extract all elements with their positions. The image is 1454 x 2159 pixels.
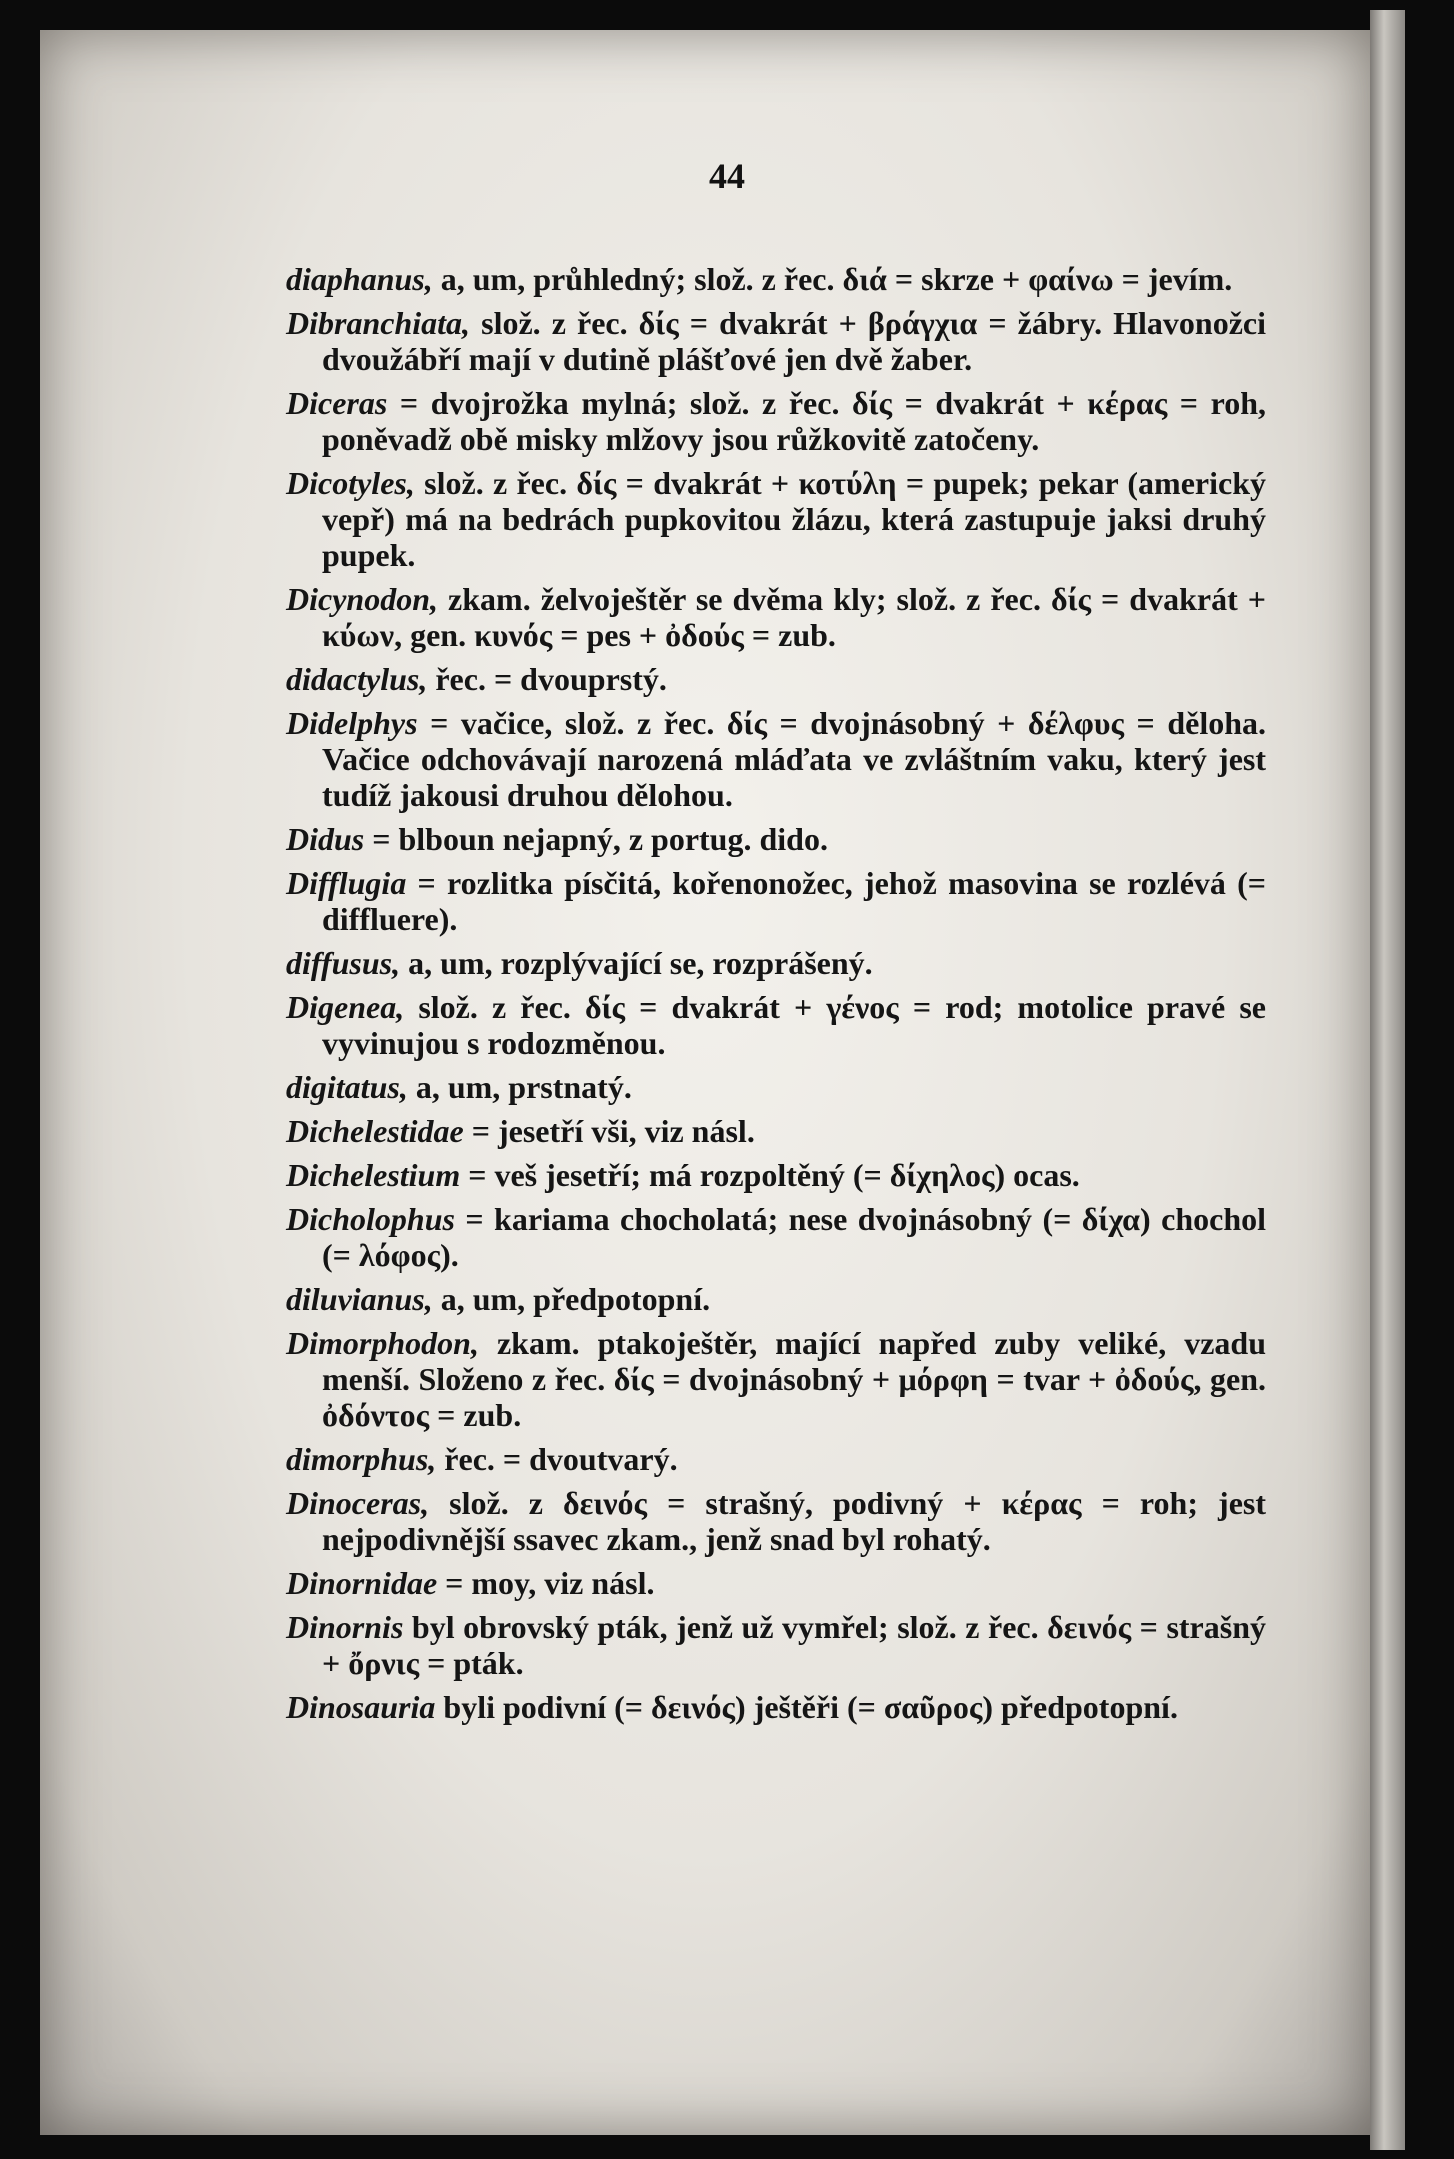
definition: = blboun nejapný, z portug. dido. [372,821,828,857]
headword: Digenea, [286,989,405,1025]
entry-digitatus [286,1069,1266,1105]
entry-dicotyles [286,465,1266,573]
entry-dicynodon [286,581,1266,653]
entry-dimorphodon [286,1325,1266,1433]
definition: = kariama chocholatá; nese dvojnásobný (= δίχα) chochol (= λόφος). [322,1201,1267,1273]
headword: digitatus, [286,1069,408,1105]
entry-diffusus [286,945,1266,981]
headword: Dinoceras, [286,1485,430,1521]
definition: slož. z řec. δίς = dvakrát + βράγχια = žábry. Hlavonožci dvoužábří mají v dutině plášťové jen dvě žaber. [322,305,1267,377]
definition: byli podivní (= δεινός) ještěři (= σαῦρος) předpotopní. [443,1689,1178,1725]
definition: slož. z δεινός = strašný, podivný + κέρας = roh; jest nejpodivnější ssavec zkam., jenž snad byl rohatý. [322,1485,1267,1557]
headword: Dinornidae [286,1565,438,1601]
entry-dinoceras [286,1485,1266,1557]
definition: = veš jesetří; má rozpoltěný (= δίχηλος) ocas. [468,1157,1080,1193]
definition: zkam. želvoještěr se dvěma kly; slož. z řec. δίς = dvakrát + κύων, gen. κυνός = pes + ὀδούς = zub. [322,581,1267,653]
headword: Dinornis [286,1609,404,1645]
page-number: 44 [709,156,745,196]
page-edge-shadow [1370,10,1405,2150]
headword: Dimorphodon, [286,1325,479,1361]
definition: = jesetří vši, viz násl. [471,1113,755,1149]
definition: a, um, předpotopní. [440,1281,711,1317]
entry-dinornidae [286,1565,1266,1601]
definition: a, um, prstnatý. [415,1069,632,1105]
entry-dimorphus [286,1441,1266,1477]
definition: řec. = dvoutvarý. [444,1441,678,1477]
definition: = rozlitka písčitá, kořenonožec, jehož masovina se rozlévá (= diffluere). [322,865,1266,937]
entry-digenea [286,989,1266,1061]
definition: a, um, průhledný; slož. z řec. διά = skrze + φαίνω = jevím. [440,261,1233,297]
headword: Difflugia [286,865,407,901]
entry-dichelestidae [286,1113,1266,1149]
definition: zkam. ptakoještěr, mající napřed zuby veliké, vzadu menší. Složeno z řec. δίς = dvojnásobný + μόρφη = tvar + ὀδούς, gen. ὀδόντος = zub. [322,1325,1267,1433]
entry-didus [286,821,1266,857]
definition: a, um, rozplývající se, rozprášený. [408,945,873,981]
definition: = moy, viz násl. [445,1565,655,1601]
headword: diaphanus, [286,261,433,297]
entry-dichelestium [286,1157,1266,1193]
dictionary-entries [286,261,1266,1733]
entry-dinornis [286,1609,1266,1681]
headword: Dicholophus [286,1201,455,1237]
entry-diluvianus [286,1281,1266,1317]
headword: dimorphus, [286,1441,437,1477]
headword: diluvianus, [286,1281,433,1317]
definition: = vačice, slož. z řec. δίς = dvojnásobný + δέλφυς = děloha. Vačice odchovávají narozená mláďata ve zvláštním vaku, který jest tudíž jakousi druhou dělohou. [322,705,1266,813]
definition: = dvojrožka mylná; slož. z řec. δίς = dvakrát + κέρας = roh, poněvadž obě misky mlžovy jsou růžkovitě zatočeny. [322,385,1267,457]
entry-diceras [286,385,1266,457]
headword: Didelphys [286,705,418,741]
entry-dibranchiata [286,305,1266,377]
headword: Dicynodon, [286,581,438,617]
headword: Diceras [286,385,388,421]
headword: Dicotyles, [286,465,415,501]
definition: byl obrovský pták, jenž už vymřel; slož. z řec. δεινός = strašný + ὄρνις = pták. [322,1609,1266,1681]
headword: Dichelestidae [286,1113,464,1149]
headword: didactylus, [286,661,428,697]
headword: Didus [286,821,365,857]
definition: slož. z řec. δίς = dvakrát + κοτύλη = pupek; pekar (americký vepř) má na bedrách pupkovitou žlázu, která zastupuje jaksi druhý pupek. [322,465,1267,573]
headword: Dibranchiata, [286,305,471,341]
entry-diaphanus [286,261,1266,297]
entry-dicholophus [286,1201,1266,1273]
definition: slož. z řec. δίς = dvakrát + γένος = rod; motolice pravé se vyvinujou s rodozměnou. [322,989,1267,1061]
headword: Dinosauria [286,1689,436,1725]
headword: Dichelestium [286,1157,461,1193]
entry-dinosauria [286,1689,1266,1725]
definition: řec. = dvouprstý. [435,661,667,697]
entry-didactylus [286,661,1266,697]
headword: diffusus, [286,945,401,981]
entry-didelphys [286,705,1266,813]
entry-difflugia [286,865,1266,937]
